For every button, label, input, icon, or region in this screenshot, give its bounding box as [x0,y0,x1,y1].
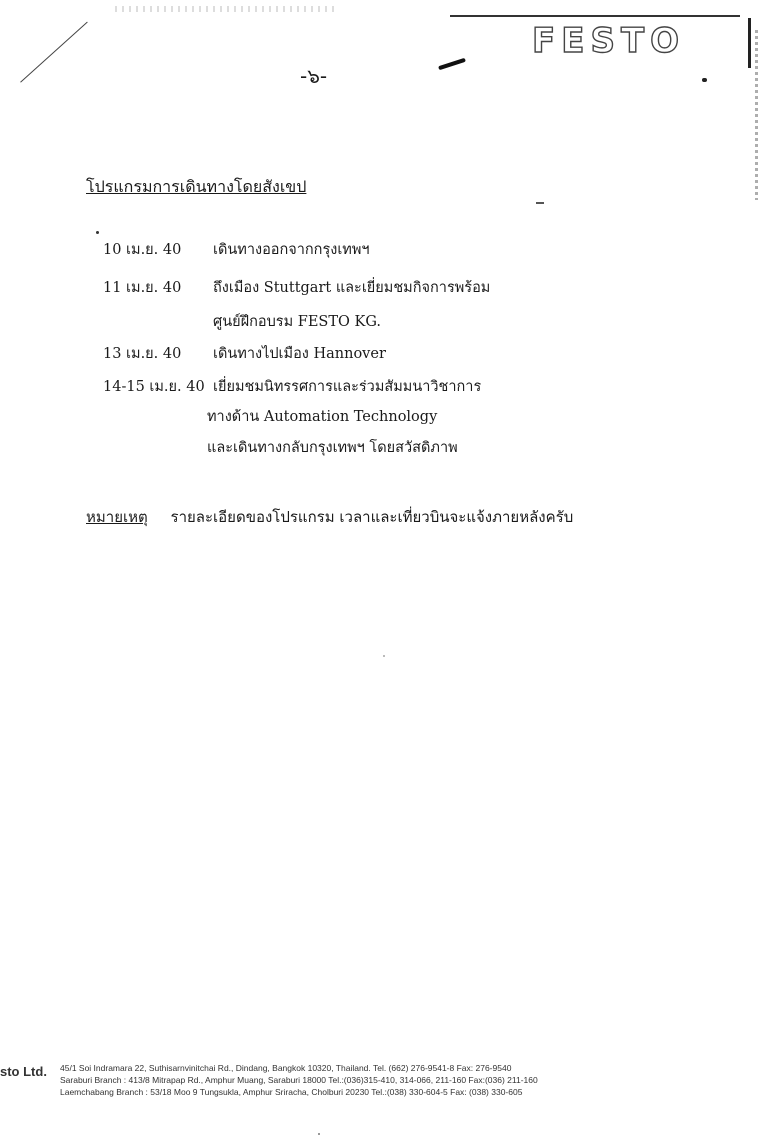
logo-edge-bar [748,18,751,68]
footer-company: sto Ltd. [0,1064,47,1079]
schedule-desc: เดินทางออกจากกรุงเทพฯ [213,242,370,258]
schedule-desc-cont: ศูนย์ฝึกอบรม FESTO KG. [213,314,382,330]
schedule-date: 13 เม.ย. 40 [103,346,182,362]
header-rule [450,15,740,17]
scan-edge [755,30,758,200]
schedule-desc: เดินทางไปเมือง Hannover [213,346,386,362]
footer-address-line: 45/1 Soi Indramara 22, Suthisarnvinitchai Rd., Dindang, Bangkok 10320, Thailand. Tel. (662) 276-9541-8 Fax: 276-9540 [60,1063,512,1073]
schedule-date: 14-15 เม.ย. 40 [103,379,205,395]
footer-address-line: Laemchabang Branch : 53/18 Moo 9 Tungsukla, Amphur Sriracha, Cholburi 20230 Tel.:(038) 330-604-5 Fax: (038) 330-605 [60,1087,523,1097]
remark-text: รายละเอียดของโปรแกรม เวลาและเที่ยวบินจะแจ้งภายหลังครับ [170,508,574,526]
scan-dot [702,78,707,82]
scan-dot [383,655,385,657]
remark [86,505,573,529]
schedule-desc: ถึงเมือง Stuttgart และเยี่ยมชมกิจการพร้อม [213,280,491,296]
scan-dot [536,202,544,204]
schedule-desc-cont: ทางด้าน Automation Technology [207,409,438,425]
scan-dot [96,231,99,234]
schedule-desc: เยี่ยมชมนิทรรศการและร่วมสัมมนาวิชาการ [213,379,482,395]
footer-address-line: Saraburi Branch : 413/8 Mitrapap Rd., Amphur Muang, Saraburi 18000 Tel.:(036)315-410, 314-066, 211-160 Fax:(036) 211-160 [60,1075,538,1085]
footer-address-block [60,1062,538,1098]
section-title: โปรแกรมการเดินทางโดยสังเขป [86,177,307,196]
festo-logo: FESTO [532,21,686,61]
scan-noise [115,6,335,12]
schedule-date: 11 เม.ย. 40 [103,280,182,296]
scan-mark-line [20,22,88,83]
pen-mark [438,58,466,70]
schedule-date: 10 เม.ย. 40 [103,242,182,258]
schedule-desc-cont: และเดินทางกลับกรุงเทพฯ โดยสวัสดิภาพ [207,440,458,456]
remark-label: หมายเหตุ [86,508,148,526]
scan-dot [318,1133,320,1135]
page-number: -๖- [300,64,328,88]
